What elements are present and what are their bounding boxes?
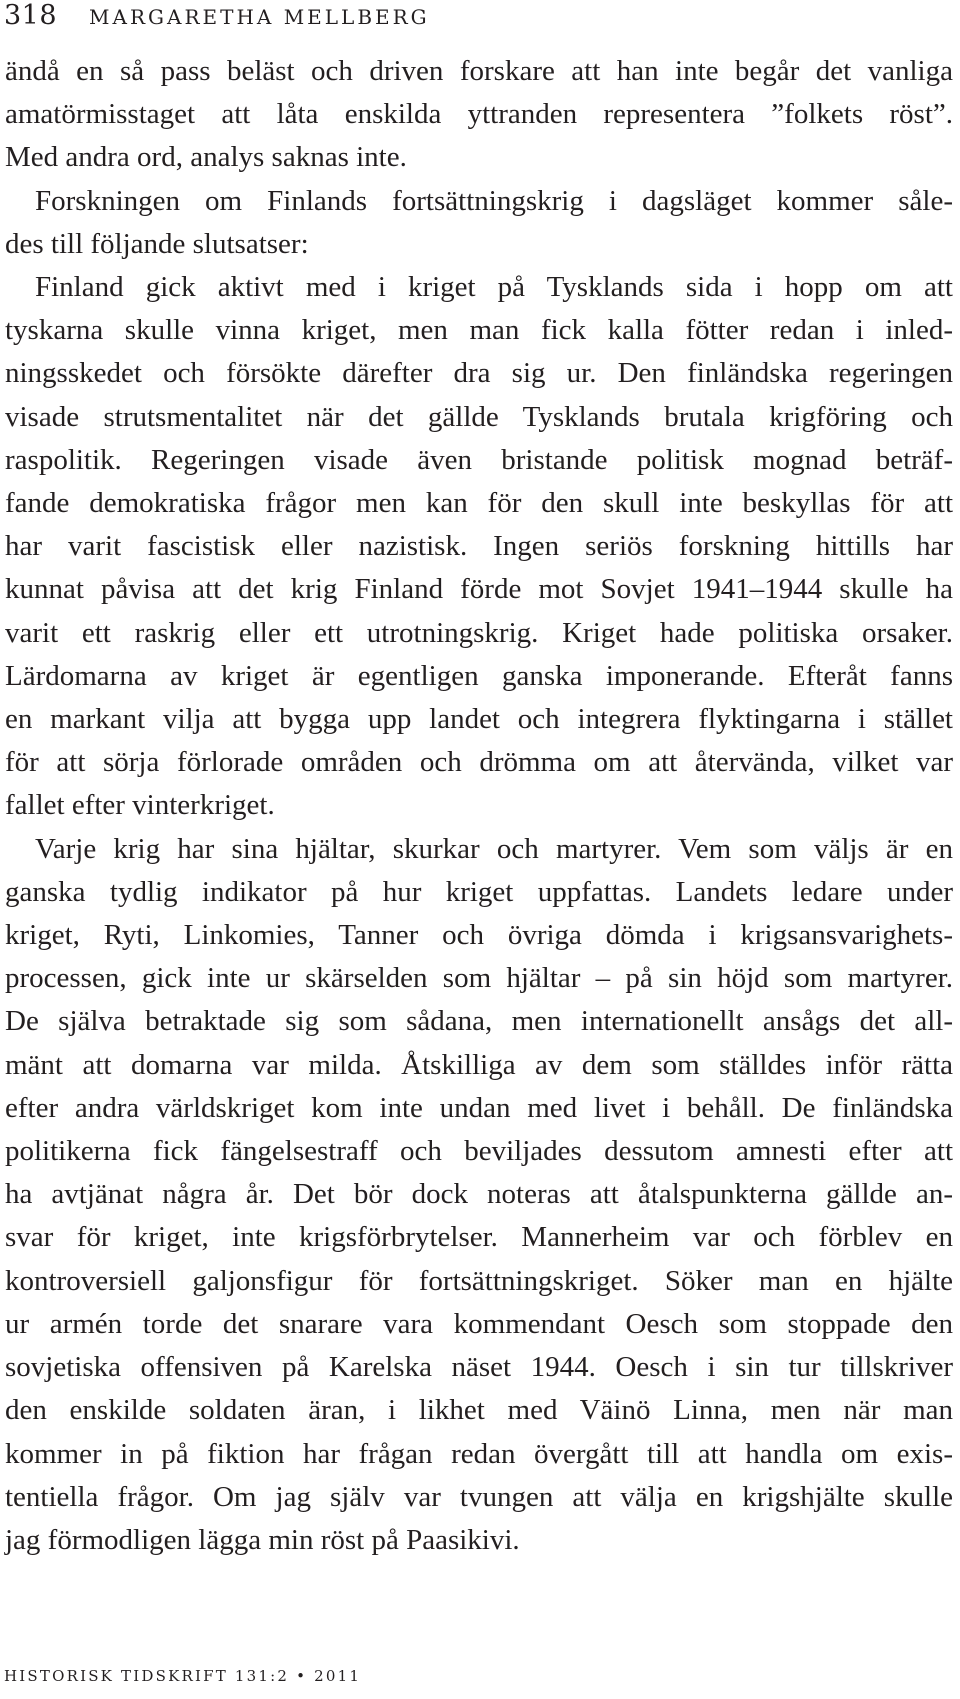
text-line: tyskarna skulle vinna kriget, men man fick kalla fötter redan i inled-	[5, 314, 953, 347]
body-text	[5, 50, 953, 1562]
text-line: De själva betraktade sig som sådana, men internationellt ansågs det all-	[5, 1005, 953, 1038]
paragraph-p1	[5, 50, 953, 180]
text-line: Forskningen om Finlands fortsättningskrig i dagsläget kommer såle-	[35, 184, 953, 217]
text-line: visade strutsmentalitet när det gällde Tysklands brutala krigföring och	[5, 400, 953, 433]
text-line: mänt att domarna var milda. Åtskilliga av dem som ställdes inför rätta	[5, 1048, 953, 1081]
text-line: kontroversiell galjonsfigur för fortsättningskriget. Söker man en hjälte	[5, 1264, 953, 1297]
text-line: kunnat påvisa att det krig Finland förde mot Sovjet 1941–1944 skulle ha	[5, 573, 953, 606]
text-line: efter andra världskriget kom inte undan med livet i behåll. De finländska	[5, 1091, 953, 1124]
paragraph-p2	[5, 180, 953, 266]
text-line: har varit fascistisk eller nazistisk. Ingen seriös forskning hittills har	[5, 530, 953, 563]
text-line: Varje krig har sina hjältar, skurkar och martyrer. Vem som väljs är en	[35, 832, 953, 865]
text-line: den enskilde soldaten äran, i likhet med Väinö Linna, men när man	[5, 1394, 953, 1427]
text-line: tentiella frågor. Om jag själv var tvungen att välja en krigshjälte skulle	[5, 1480, 953, 1513]
journal-footer: HISTORISK TIDSKRIFT 131:2 • 2011	[4, 1667, 362, 1685]
text-line: för att sörja förlorade områden och drömma om att återvända, vilket var	[5, 746, 953, 779]
text-line: sovjetiska offensiven på Karelska näset 1944. Oesch i sin tur tillskriver	[5, 1351, 953, 1384]
text-line: Lärdomarna av kriget är egentligen ganska imponerande. Efteråt fanns	[5, 659, 953, 692]
text-line: jag förmodligen lägga min röst på Paasikivi.	[5, 1523, 520, 1556]
text-line: ändå en så pass beläst och driven forskare att han inte begår det vanliga	[5, 55, 953, 87]
text-line: kommer in på fiktion har frågan redan övergått till att handla om exis-	[5, 1437, 953, 1470]
text-line: processen, gick inte ur skärselden som hjältar – på sin höjd som martyrer.	[5, 962, 953, 995]
text-line: Med andra ord, analys saknas inte.	[5, 141, 407, 174]
text-line: fallet efter vinterkriget.	[5, 789, 275, 822]
text-line: amatörmisstaget att låta enskilda yttranden representera ”folkets röst”.	[5, 98, 953, 131]
running-head-author: MARGARETHA MELLBERG	[89, 5, 430, 29]
page-number: 318	[4, 0, 58, 31]
text-line: fande demokratiska frågor men kan för den skull inte beskyllas för att	[5, 487, 953, 520]
text-line: ha avtjänat några år. Det bör dock noteras att åtalspunkterna gällde an-	[5, 1178, 953, 1211]
text-line: des till följande slutsatser:	[5, 227, 309, 260]
text-line: en markant vilja att bygga upp landet och integrera flyktingarna i stället	[5, 703, 953, 736]
running-head	[4, 0, 430, 34]
text-line: ningsskedet och försökte därefter dra sig ur. Den finländska regeringen	[5, 357, 953, 390]
text-line: Finland gick aktivt med i kriget på Tysklands sida i hopp om att	[35, 271, 953, 304]
text-line: varit ett raskrig eller ett utrotningskrig. Kriget hade politiska orsaker.	[5, 616, 953, 649]
paragraph-p4	[5, 828, 953, 1562]
paragraph-p3	[5, 266, 953, 828]
text-line: ganska tydlig indikator på hur kriget uppfattas. Landets ledare under	[5, 875, 953, 908]
text-line: raspolitik. Regeringen visade även bristande politisk mognad beträf-	[5, 443, 953, 476]
text-line: politikerna fick fängelsestraff och beviljades dessutom amnesti efter att	[5, 1135, 953, 1168]
text-line: svar för kriget, inte krigsförbrytelser. Mannerheim var och förblev en	[5, 1221, 953, 1254]
text-line: ur armén torde det snarare vara kommendant Oesch som stoppade den	[5, 1307, 953, 1340]
text-line: kriget, Ryti, Linkomies, Tanner och övriga dömda i krigsansvarighets-	[5, 919, 953, 952]
